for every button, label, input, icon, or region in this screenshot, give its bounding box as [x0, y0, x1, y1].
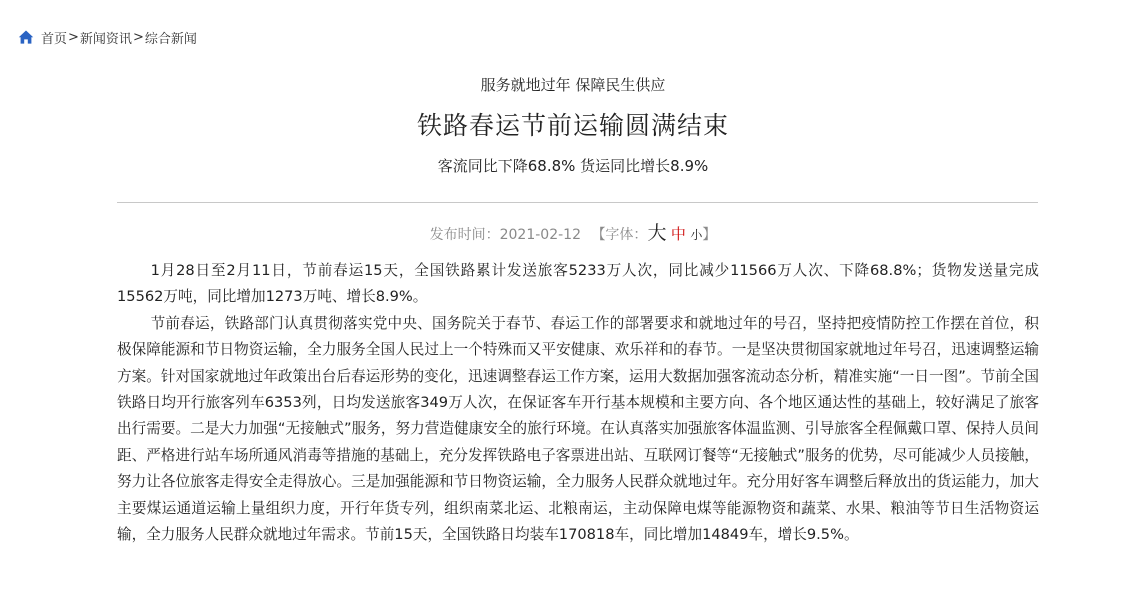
article-meta — [0, 218, 1146, 245]
publish-label: 发布时间： — [429, 227, 500, 243]
font-size-small-button[interactable]: 小 — [690, 228, 703, 242]
article-kicker: 服务就地过年 保障民生供应 — [480, 76, 666, 94]
article-title: 铁路春运节前运输圆满结束 — [416, 111, 729, 140]
article-paragraph: 节前春运，铁路部门认真贯彻落实党中央、国务院关于春节、春运工作的部署要求和就地过年的号召，坚持把疫情防控工作摆在首位，积极保障能源和节日物资运输，全力服务全国人民过上一个特殊而又平安健康、欢乐祥和的春节。一是坚决贯彻国家就地过年号召，迅速调整运输方案。针对国家就地过年政策出台后春运形势的变化，迅速调整春运工作方案，运用大数据加强客流动态分析，精准实施“一日一图”。节前全国铁路日均开行旅客列车6353列，日均发送旅客349万人次，在保证客车开行基本规模和主要方向、各个地区通达性的基础上，较好满足了旅客出行需要。二是大力加强“无接触式”服务，努力营造健康安全的旅行环境。在认真落实加强旅客体温监测、引导旅客全程佩戴口罩、保持人员间距、严格进行站车场所通风消毒等措施的基础上，充分发挥铁路电子客票进出站、互联网订餐等“无接触式”服务的优势，尽可能减少人员接触，努力让各位旅客走得安全走得放心。三是加强能源和节日物资运输，全力服务人民群众就地过年。充分用好客车调整后释放出的货运能力，加大主要煤运通道运输上量组织力度，开行年货专列，组织南菜北运、北粮南运，主动保障电煤等能源物资和蔬菜、水果、粮油等节日生活物资运输，全力服务人民群众就地过年需求。节前15天，全国铁路日均装车170818车，同比增加14849车，增长9.5%。 — [117, 314, 1039, 544]
font-size-close-bracket: 】 — [702, 227, 717, 243]
breadcrumb — [18, 27, 197, 47]
breadcrumb-separator: > — [68, 29, 79, 45]
font-size-label: 【字体： — [591, 227, 648, 243]
breadcrumb-home-link[interactable]: 首页 — [41, 31, 68, 47]
breadcrumb-category-link[interactable]: 综合新闻 — [144, 31, 197, 47]
home-icon[interactable] — [18, 29, 34, 45]
article-body — [117, 258, 1039, 548]
article-paragraph: 1月28日至2月11日，节前春运15天，全国铁路累计发送旅客5233万人次，同比减少11566万人次、下降68.8%；货物发送量完成15562万吨，同比增加1273万吨、增长8.9%。 — [117, 262, 1039, 306]
font-size-large-button[interactable]: 大 — [647, 222, 667, 244]
breadcrumb-separator: > — [132, 29, 144, 45]
title-divider — [117, 202, 1038, 203]
breadcrumb-news-link[interactable]: 新闻资讯 — [79, 31, 132, 47]
publish-date: 2021-02-12 — [499, 227, 581, 243]
article-subtitle: 客流同比下降68.8% 货运同比增长8.9% — [437, 157, 709, 175]
font-size-medium-button[interactable]: 中 — [670, 225, 686, 243]
